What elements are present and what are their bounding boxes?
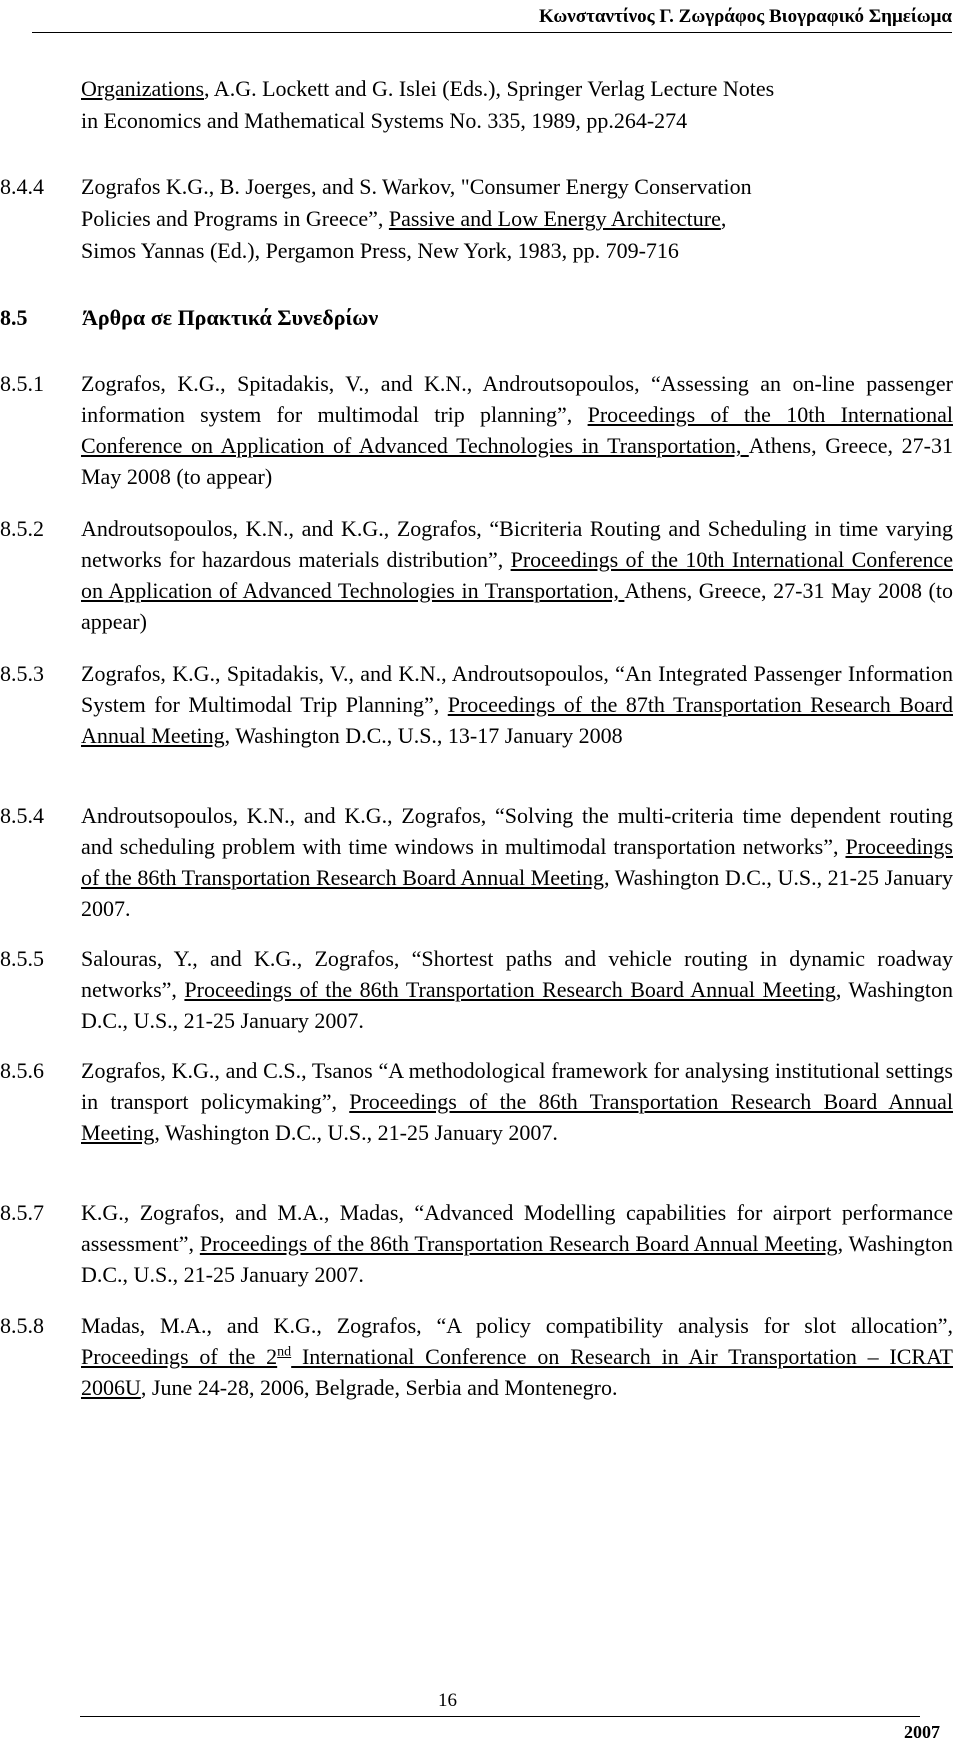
entry-number: 8.5.4 <box>0 803 44 828</box>
entry-text: Zografos, K.G., Spitadakis, V., and K.N., Androutsopoulos, “Assessing an on-line passenger information system for multimodal trip planning”, Proceedings of the 10th International Conference on Application of Advanced Technologies in Transportation, Athens, Greece, 27-31 May 2008 (to appear) <box>81 371 953 489</box>
entry-number: 8.5.7 <box>0 1200 44 1225</box>
entry-text: Androutsopoulos, K.N., and K.G., Zografos, “Solving the multi-criteria time dependent routing and scheduling problem with time windows in multimodal transportation networks”, Proceedings of the 86th Transportation Research Board Annual Meeting, Washington D.C., U.S., 21-25 January 2007. <box>81 803 953 921</box>
section-number: 8.5 <box>0 305 28 330</box>
superscript: nd <box>277 1344 292 1360</box>
entry-number: 8.5.1 <box>0 371 44 396</box>
entry-text: Zografos, K.G., Spitadakis, V., and K.N., Androutsopoulos, “An Integrated Passenger Information System for Multimodal Trip Planning”, Proceedings of the 87th Transportation Research Board Annual Meeting, Washington D.C., U.S., 13-17 January 2008 <box>81 661 953 748</box>
section-title: Άρθρα σε Πρακτικά Συνεδρίων <box>82 305 379 330</box>
entry-underlined: Passive and Low Energy Architecture <box>388 206 721 231</box>
entry-text: Madas, M.A., and K.G., Zografos, “A policy compatibility analysis for slot allocation”, Proceedings of the 2nd International Conference on Research in Air Transportation – ICRAT 2006U, June 24-28, 2006, Belgrade, Serbia and Montenegro. <box>81 1313 953 1400</box>
footer-divider <box>80 1716 920 1717</box>
entry-number: 8.5.8 <box>0 1313 44 1338</box>
top-entry-underlined: Organizations <box>81 76 205 101</box>
entry-number: 8.5.5 <box>0 946 44 971</box>
header-divider <box>32 32 952 33</box>
entry-text: Androutsopoulos, K.N., and K.G., Zografos, “Bicriteria Routing and Scheduling in time varying networks for hazardous materials distribution”, Proceedings of the 10th International Conference on Application of Advanced Technologies in Transportation, Athens, Greece, 27-31 May 2008 (to appear) <box>81 516 954 634</box>
top-entry-line1-rest: , A.G. Lockett and G. Islei (Eds.), Springer Verlag Lecture Notes <box>204 76 775 101</box>
entry-number: 8.5.6 <box>0 1058 44 1083</box>
page-header: Κωνσταντίνος Γ. Ζωγράφος Βιογραφικό Σημείωμα <box>539 6 952 27</box>
entry-text: K.G., Zografos, and M.A., Madas, “Advanced Modelling capabilities for airport performance assessment”, Proceedings of the 86th Transportation Research Board Annual Meeting, Washington D.C., U.S., 21-25 January 2007. <box>81 1200 954 1287</box>
footer-year: 2007 <box>904 1722 940 1742</box>
entry-number: 8.5.2 <box>0 516 44 541</box>
page-number: 16 <box>438 1690 457 1711</box>
entry-line: Simos Yannas (Ed.), Pergamon Press, New York, 1983, pp. 709-716 <box>81 238 679 263</box>
top-entry-line1 <box>81 73 953 105</box>
entry-number: 8.4.4 <box>0 174 44 199</box>
entry-number: 8.5.3 <box>0 661 44 686</box>
top-entry-line2: in Economics and Mathematical Systems No. 335, 1989, pp.264-274 <box>81 108 688 133</box>
entry-line: Zografos K.G., B. Joerges, and S. Warkov, "Consumer Energy Conservation <box>81 174 752 199</box>
entry-text: Salouras, Y., and K.G., Zografos, “Shortest paths and vehicle routing in dynamic roadway networks”, Proceedings of the 86th Transportation Research Board Annual Meeting, Washington D.C., U.S., 21-25 January 2007. <box>81 946 953 1033</box>
entry-text: Zografos, K.G., and C.S., Tsanos “A methodological framework for analysing institutional settings in transport policymaking”, Proceedings of the 86th Transportation Research Board Annual Meeting, Washington D.C., U.S., 21-25 January 2007. <box>81 1058 953 1145</box>
top-entry <box>81 73 953 137</box>
entry-line: Policies and Programs in Greece”, Passive and Low Energy Architecture, <box>81 206 727 231</box>
